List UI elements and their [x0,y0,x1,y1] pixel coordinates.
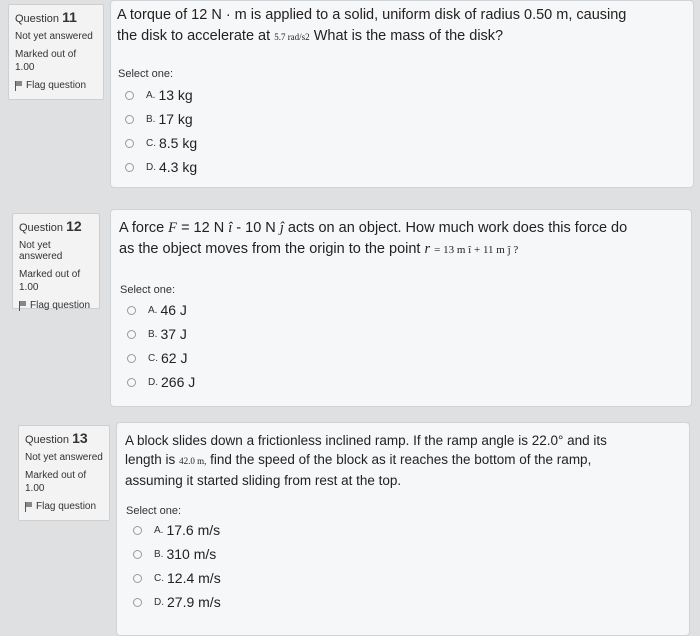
position-vector-symbol: r [424,241,431,257]
answer-option[interactable] [125,155,197,179]
radio-button[interactable] [133,550,142,559]
option-text: 27.9 m/s [167,594,221,610]
unit-vector-j: ĵ [279,220,284,236]
option-letter: B. [146,113,156,125]
question-number-value: 13 [72,430,88,446]
question-number [19,218,93,234]
option-letter: D. [146,161,156,173]
question-text-line-2: the disk to accelerate at [117,28,271,44]
question-number-value: 11 [62,9,77,25]
option-text: 17 kg [158,111,193,127]
radio-button[interactable] [127,330,136,339]
option-letter: D. [148,376,158,388]
flag-question-link[interactable] [19,300,93,311]
radio-button[interactable] [127,306,136,315]
option-letter: C. [146,137,156,149]
question-text [117,5,687,48]
marks-value: 1.00 [25,483,45,494]
answer-list [133,518,221,614]
question-text-part: A force [119,220,165,236]
answer-option[interactable] [127,298,195,322]
answer-option[interactable] [133,566,221,590]
option-text: 46 J [160,302,187,318]
answer-option[interactable] [127,322,195,346]
radio-button[interactable] [133,598,142,607]
question-text [119,218,687,261]
answer-option[interactable] [133,542,221,566]
answer-option[interactable] [125,131,197,155]
marks-value: 1.00 [19,282,39,293]
radio-button[interactable] [127,378,136,387]
force-vector-symbol: F [168,220,178,236]
option-letter: C. [154,572,164,584]
question-text-part: acts on an object. How much work does this force do [287,220,628,236]
unit-vector-i: î [228,220,233,236]
question-text-part: find the speed of the block as it reaches the bottom of the ramp, [210,452,592,467]
question-state: Not yet answered [25,452,103,463]
question-info-12 [12,213,100,309]
answer-list [127,298,195,394]
option-text: 13 kg [158,87,193,103]
question-text-line-1: A block slides down a frictionless inclined ramp. If the ramp angle is 22.0° and its [125,433,607,448]
option-letter: A. [148,304,158,316]
select-one-label: Select one: [118,68,174,80]
question-content-11 [110,0,694,188]
question-grade [25,469,103,495]
option-text: 37 J [160,326,187,342]
marked-out-of-label: Marked out of [19,269,81,280]
flag-label: Flag question [36,501,97,512]
answer-option[interactable] [125,83,197,107]
flag-icon [15,81,23,91]
question-grade [19,268,93,294]
option-letter: C. [148,352,158,364]
question-state: Not yet answered [15,31,93,42]
question-label: Question [19,222,64,234]
radio-button[interactable] [125,115,134,124]
question-text-part: - 10 N [236,220,276,236]
question-content-12 [110,209,692,407]
flag-label: Flag question [30,300,91,311]
question-text-line-2b: What is the mass of the disk? [313,28,504,44]
flag-icon [25,502,33,512]
flag-question-link[interactable] [15,80,97,91]
answer-option[interactable] [133,518,221,542]
option-letter: D. [154,596,164,608]
option-text: 62 J [161,350,188,366]
radio-button[interactable] [125,91,134,100]
question-text-line-2: as the object moves from the origin to the point [119,241,421,257]
radio-button[interactable] [127,354,136,363]
flag-question-link[interactable] [25,501,103,512]
question-text [125,431,685,490]
option-text: 4.3 kg [159,159,198,175]
marks-value: 1.00 [15,62,35,73]
question-number [25,430,103,446]
radio-button[interactable] [133,526,142,535]
marked-out-of-label: Marked out of [25,470,87,481]
ramp-length-value: 42.0 m, [179,456,207,466]
question-info-13 [18,425,110,521]
question-label: Question [15,13,60,25]
flag-icon [19,301,27,311]
question-info-11 [8,4,104,100]
marked-out-of-label: Marked out of [15,49,77,60]
question-text-part: length is [125,452,176,467]
option-text: 12.4 m/s [167,570,221,586]
option-letter: B. [154,548,164,560]
option-letter: B. [148,328,158,340]
acceleration-value: 5.7 rad/s2 [274,32,310,42]
question-text-line-1: A torque of 12 N · m is applied to a solid, uniform disk of radius 0.50 m, causing [117,7,627,23]
option-letter: A. [154,524,164,536]
radio-button[interactable] [125,139,134,148]
answer-option[interactable] [127,370,195,394]
question-grade [15,48,97,74]
point-value: = 13 m î + 11 m ĵ ? [434,244,519,256]
answer-option[interactable] [133,590,221,614]
radio-button[interactable] [133,574,142,583]
answer-list [125,83,197,179]
option-text: 266 J [161,374,196,390]
option-letter: A. [146,89,156,101]
answer-option[interactable] [127,346,195,370]
question-number-value: 12 [66,218,82,234]
option-text: 8.5 kg [159,135,198,151]
question-label: Question [25,434,70,446]
flag-label: Flag question [26,80,87,91]
answer-option[interactable] [125,107,197,131]
radio-button[interactable] [125,163,134,172]
question-text-part: = 12 N [181,220,225,236]
question-content-13 [116,422,690,636]
question-state: Not yet answered [19,240,63,262]
question-text-line-3: assuming it started sliding from rest at the top. [125,473,402,488]
option-text: 310 m/s [166,546,217,562]
select-one-label: Select one: [120,284,176,296]
option-text: 17.6 m/s [166,522,221,538]
select-one-label: Select one: [126,505,182,517]
question-number [15,9,97,25]
